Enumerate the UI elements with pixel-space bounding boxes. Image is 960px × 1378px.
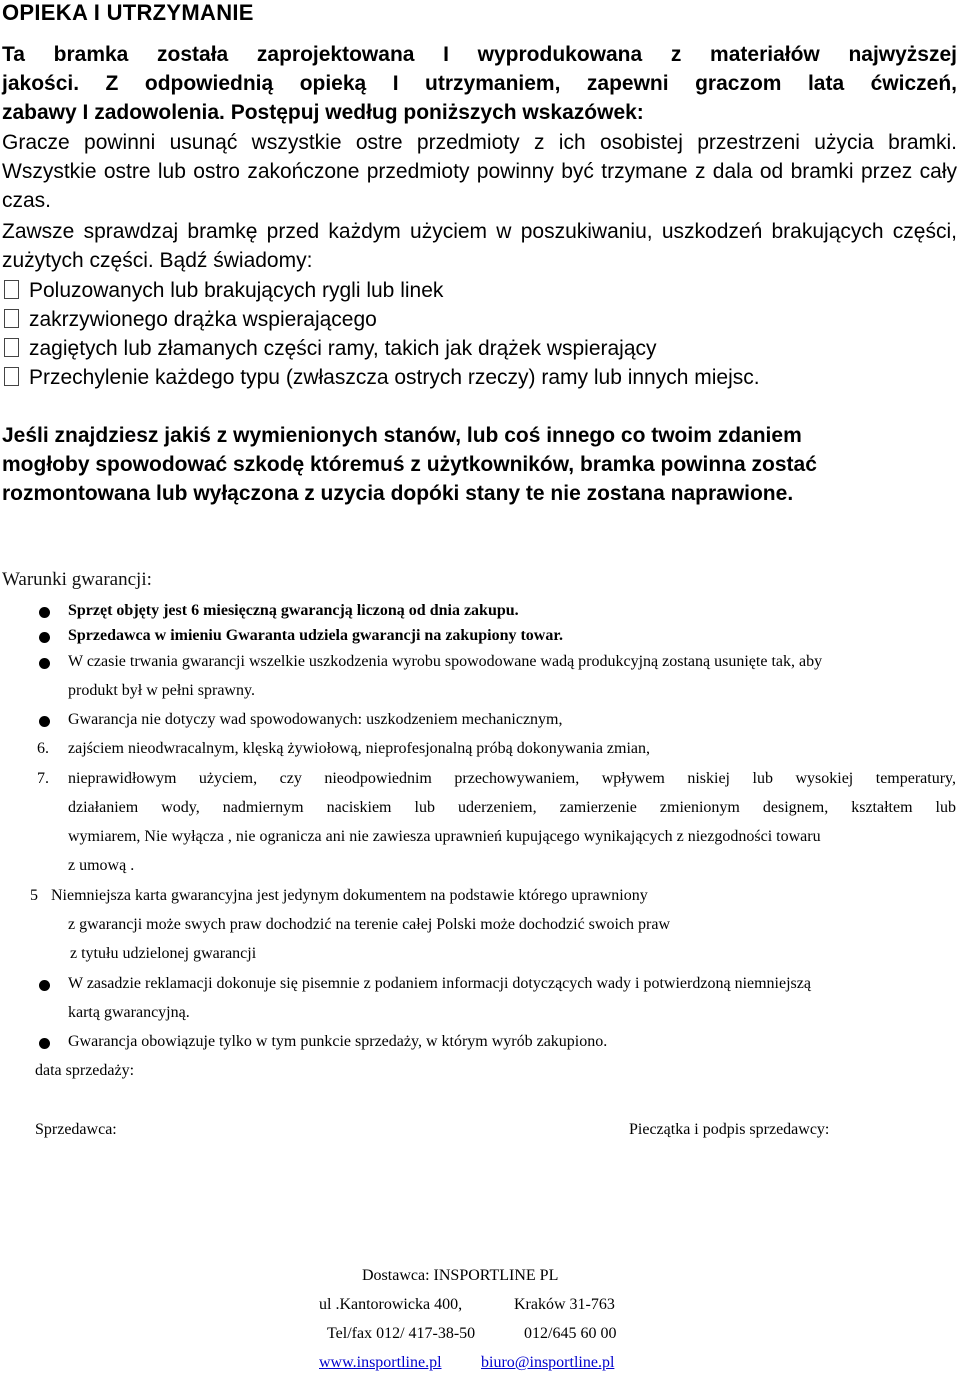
- bullet-icon: [39, 632, 50, 643]
- warranty-item: Sprzedawca w imieniu Gwaranta udziela gwarancji na zakupiony towar.: [68, 627, 563, 644]
- warranty-item-cont: produkt był w pełni sprawny.: [68, 682, 255, 699]
- warranty-item-cont: z gwarancji może swych praw dochodzić na terenie całej Polski może dochodzić swoich praw: [68, 916, 670, 933]
- paragraph-sharp-objects: Gracze powinni usunąć wszystkie ostre przedmioty z ich osobistej przestrzeni użycia bramki. Wszystkie ostre lub ostro zakończone przedmioty powinny być trzymane z dala od bramki przez cały czas.: [2, 131, 957, 212]
- warning-line-3: rozmontowana lub wyłączona z uzycia dopóki stany te nie zostana naprawione.: [2, 482, 794, 505]
- warranty-item: Gwarancja nie dotyczy wad spowodowanych: uszkodzeniem mechanicznym,: [68, 711, 563, 728]
- checklist-item: zakrzywionego drążka wspierającego: [2, 305, 957, 334]
- sale-date-label: data sprzedaży:: [35, 1062, 135, 1079]
- warranty-item-cont: wymiarem, Nie wyłącza , nie ogranicza ani nie zawiesza uprawnień kupującego wynikających z niezgodności towaru: [68, 828, 821, 845]
- warranty-item: W czasie trwania gwarancji wszelkie uszkodzenia wyrobu spowodowane wadą produkcyjną zostaną usunięte tak, aby: [68, 653, 823, 670]
- bullet-icon: [39, 607, 50, 618]
- checkbox-icon: [4, 367, 19, 386]
- warranty-item-cont: z tytułu udzielonej gwarancji: [70, 945, 257, 962]
- intro-line-2: jakości. Z odpowiednią opieką I utrzymaniem, zapewni graczom lata ćwiczeń,: [2, 72, 957, 95]
- list-number: 5: [30, 887, 38, 904]
- bullet-icon: [39, 716, 50, 727]
- supplier-city: Kraków 31-763: [514, 1296, 615, 1313]
- supplier-name: Dostawca: INSPORTLINE PL: [362, 1267, 559, 1284]
- checklist-item: Poluzowanych lub brakujących rygli lub linek: [2, 276, 957, 305]
- section-title: OPIEKA I UTRZYMANIE: [2, 0, 254, 25]
- seller-label: Sprzedawca:: [35, 1121, 117, 1138]
- warranty-item: zajściem nieodwracalnym, klęską żywiołową, nieprofesjonalną próbą dokonywania zmian,: [68, 740, 651, 757]
- checklist-item: zagiętych lub złamanych części ramy, takich jak drążek wspierający: [2, 334, 957, 363]
- warranty-item-cont: z umową .: [68, 857, 135, 874]
- warning-line-2: mogłoby spowodować szkodę któremuś z użytkowników, bramka powinna zostać: [2, 453, 817, 476]
- checkbox-icon: [4, 280, 19, 299]
- bullet-icon: [39, 980, 50, 991]
- paragraph-inspection: Zawsze sprawdzaj bramkę przed każdym użyciem w poszukiwaniu, uszkodzeń brakujących części, zużytych części. Bądź świadomy:: [2, 220, 957, 272]
- list-number: 7.: [37, 770, 49, 787]
- warranty-item: nieprawidłowym użyciem, czy nieodpowiednim przechowywaniem, wpływem niskiej lub wysokiej temperatury,: [68, 770, 956, 787]
- warranty-item-cont: działaniem wody, nadmiernym naciskiem lub uderzeniem, zamierzenie zmienionym designem, kształtem lub: [68, 799, 956, 816]
- warranty-item: Niemniejsza karta gwarancyjna jest jedynym dokumentem na podstawie którego uprawniony: [51, 887, 648, 904]
- warranty-item: Gwarancja obowiązuje tylko w tym punkcie sprzedaży, w którym wyrób zakupiono.: [68, 1033, 608, 1050]
- bullet-icon: [39, 658, 50, 669]
- intro-line-3: zabawy I zadowolenia. Postępuj według poniższych wskazówek:: [2, 101, 644, 124]
- warranty-item: Sprzęt objęty jest 6 miesięczną gwarancją liczoną od dnia zakupu.: [68, 602, 519, 619]
- warranty-heading: Warunki gwarancji:: [2, 569, 152, 590]
- supplier-phone: Tel/fax 012/ 417-38-50: [327, 1325, 476, 1342]
- email-link[interactable]: biuro@insportline.pl: [481, 1354, 615, 1371]
- checkbox-icon: [4, 309, 19, 328]
- checkbox-icon: [4, 338, 19, 357]
- supplier-phone-2: 012/645 60 00: [524, 1325, 617, 1342]
- checklist-item: Przechylenie każdego typu (zwłaszcza ostrych rzeczy) ramy lub innych miejsc.: [2, 363, 957, 392]
- supplier-street: ul .Kantorowicka 400,: [319, 1296, 463, 1313]
- bullet-icon: [39, 1038, 50, 1049]
- warranty-item-cont: kartą gwarancyjną.: [68, 1004, 190, 1021]
- list-number: 6.: [37, 740, 49, 757]
- warning-line-1: Jeśli znajdziesz jakiś z wymienionych stanów, lub coś innego co twoim zdaniem: [2, 424, 802, 447]
- stamp-signature-label: Pieczątka i podpis sprzedawcy:: [629, 1121, 830, 1138]
- website-link[interactable]: www.insportline.pl: [319, 1354, 442, 1371]
- warranty-item: W zasadzie reklamacji dokonuje się pisemnie z podaniem informacji dotyczących wady i potwierdzoną niemniejszą: [68, 975, 811, 992]
- intro-line-1: Ta bramka została zaprojektowana I wyprodukowana z materiałów najwyższej: [2, 43, 957, 66]
